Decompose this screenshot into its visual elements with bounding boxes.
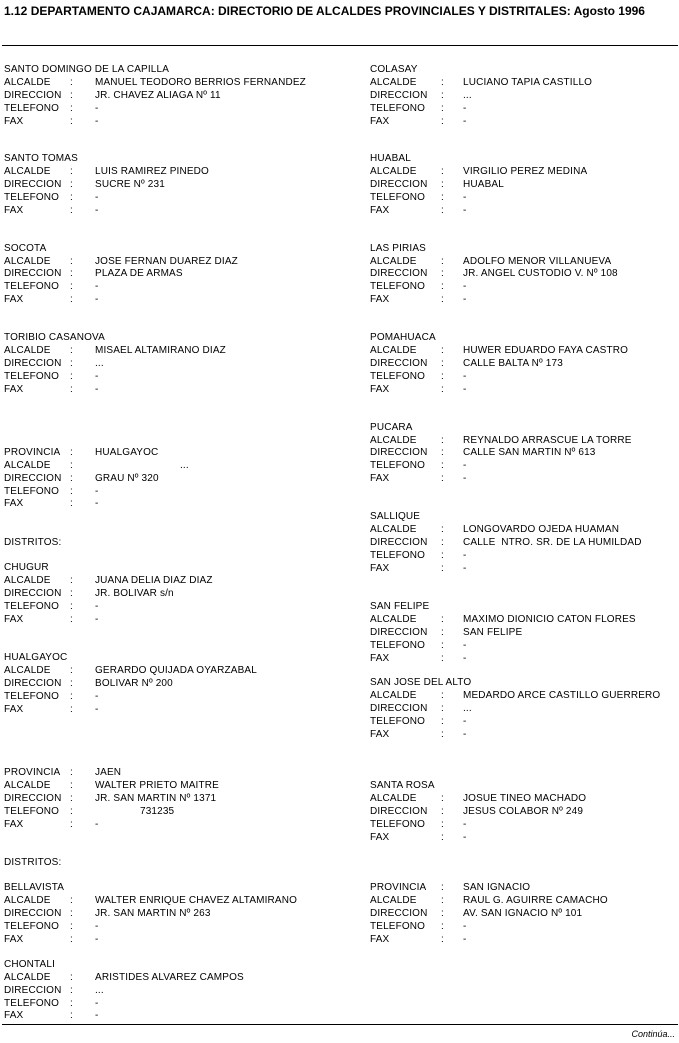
field-colon: : (441, 166, 444, 177)
field-label: DIRECCION (4, 985, 62, 996)
field-label: TELEFONO (370, 716, 426, 727)
field-value: - (463, 281, 467, 292)
field-colon: : (441, 563, 444, 574)
field-label: DIRECCION (370, 627, 428, 638)
field-label: DIRECCION (4, 90, 62, 101)
field-colon: : (441, 793, 444, 804)
field-value: JR. CHAVEZ ALIAGA Nº 11 (95, 90, 221, 101)
field-colon: : (70, 601, 73, 612)
field-value: JUANA DELIA DIAZ DIAZ (95, 575, 213, 586)
field-colon: : (441, 294, 444, 305)
field-value: HUALGAYOC (95, 447, 159, 458)
field-label: TELEFONO (4, 371, 60, 382)
field-label: TELEFONO (370, 103, 426, 114)
field-value: SAN IGNACIO (463, 882, 531, 893)
field-colon: : (441, 281, 444, 292)
field-colon: : (70, 294, 73, 305)
field-colon: : (70, 192, 73, 203)
section-heading: CHUGUR (4, 562, 49, 573)
field-label: TELEFONO (370, 371, 426, 382)
field-label: FAX (4, 934, 24, 945)
field-value: - (463, 192, 467, 203)
section-heading: SANTO TOMAS (4, 153, 78, 164)
field-label: TELEFONO (4, 806, 60, 817)
field-label: FAX (4, 294, 24, 305)
field-value: - (95, 294, 99, 305)
field-label: ALCALDE (370, 524, 417, 535)
field-value: JR. SAN MARTIN Nº 1371 (95, 793, 217, 804)
field-colon: : (70, 384, 73, 395)
field-colon: : (70, 665, 73, 676)
field-label: FAX (4, 704, 24, 715)
field-label: FAX (4, 614, 24, 625)
field-label: TELEFONO (4, 601, 60, 612)
field-label: ALCALDE (370, 256, 417, 267)
field-value: - (95, 704, 99, 715)
field-value: - (463, 716, 467, 727)
field-label: ALCALDE (4, 575, 51, 586)
continue-note: Continúa... (631, 1029, 675, 1039)
field-colon: : (441, 908, 444, 919)
field-colon: : (441, 537, 444, 548)
field-value: JR. BOLIVAR s/n (95, 588, 174, 599)
field-label: FAX (370, 116, 390, 127)
field-value: - (95, 601, 99, 612)
field-label: PROVINCIA (370, 882, 427, 893)
field-colon: : (441, 550, 444, 561)
field-value: ... (95, 358, 104, 369)
field-label: ALCALDE (370, 793, 417, 804)
section-heading: SALLIQUE (370, 511, 421, 522)
field-label: DIRECCION (370, 908, 428, 919)
field-colon: : (441, 882, 444, 893)
field-label: FAX (4, 116, 24, 127)
field-colon: : (70, 268, 73, 279)
section-heading: SOCOTA (4, 243, 47, 254)
field-label: ALCALDE (370, 895, 417, 906)
section-heading: POMAHUACA (370, 332, 436, 343)
field-value: JR. ANGEL CUSTODIO V. Nº 108 (463, 268, 618, 279)
field-colon: : (70, 90, 73, 101)
field-value: PLAZA DE ARMAS (95, 268, 183, 279)
field-colon: : (441, 921, 444, 932)
field-label: PROVINCIA (4, 447, 61, 458)
field-label: TELEFONO (4, 998, 60, 1009)
field-value: - (463, 921, 467, 932)
field-colon: : (441, 832, 444, 843)
field-value: - (463, 294, 467, 305)
field-colon: : (441, 524, 444, 535)
field-value: HUWER EDUARDO FAYA CASTRO (463, 345, 629, 356)
field-label: TELEFONO (370, 640, 426, 651)
field-colon: : (70, 806, 73, 817)
field-colon: : (441, 103, 444, 114)
field-colon: : (70, 473, 73, 484)
field-label: FAX (370, 653, 390, 664)
section-heading: PUCARA (370, 422, 413, 433)
field-colon: : (70, 358, 73, 369)
field-label: ALCALDE (4, 895, 51, 906)
field-value: - (463, 653, 467, 664)
field-colon: : (441, 640, 444, 651)
field-colon: : (441, 473, 444, 484)
field-value: CALLE BALTA Nº 173 (463, 358, 563, 369)
field-label: DIRECCION (4, 268, 62, 279)
field-value: - (463, 116, 467, 127)
field-label: TELEFONO (4, 486, 60, 497)
field-colon: : (441, 895, 444, 906)
field-value: CALLE NTRO. SR. DE LA HUMILDAD (463, 537, 642, 548)
field-label: FAX (4, 819, 24, 830)
section-heading: BELLAVISTA (4, 882, 65, 893)
field-colon: : (70, 281, 73, 292)
field-colon: : (70, 819, 73, 830)
section-heading: CHONTALI (4, 959, 56, 970)
field-label: ALCALDE (4, 77, 51, 88)
field-label: FAX (4, 384, 24, 395)
field-colon: : (70, 371, 73, 382)
section-heading: SAN FELIPE (370, 601, 430, 612)
field-value: SAN FELIPE (463, 627, 523, 638)
field-value: MAXIMO DIONICIO CATON FLORES (463, 614, 636, 625)
field-label: PROVINCIA (4, 767, 61, 778)
field-value: ADOLFO MENOR VILLANUEVA (463, 256, 612, 267)
field-label: DIRECCION (370, 358, 428, 369)
field-value: - (95, 498, 99, 509)
field-colon: : (441, 627, 444, 638)
field-label: ALCALDE (370, 435, 417, 446)
field-value: - (463, 819, 467, 830)
field-colon: : (441, 690, 444, 701)
field-colon: : (441, 384, 444, 395)
field-colon: : (70, 103, 73, 114)
field-value: - (463, 550, 467, 561)
field-value: - (95, 614, 99, 625)
field-label: ALCALDE (4, 665, 51, 676)
field-value: AV. SAN IGNACIO Nº 101 (463, 908, 583, 919)
field-label: ALCALDE (4, 345, 51, 356)
field-colon: : (441, 358, 444, 369)
field-value: - (463, 384, 467, 395)
field-colon: : (70, 921, 73, 932)
section-heading: DISTRITOS: (4, 537, 62, 548)
field-value: ... (463, 90, 472, 101)
field-value: ARISTIDES ALVAREZ CAMPOS (95, 972, 244, 983)
field-value: JOSE FERNAN DUAREZ DIAZ (95, 256, 238, 267)
field-label: ALCALDE (370, 345, 417, 356)
field-value: - (95, 819, 99, 830)
field-colon: : (70, 77, 73, 88)
field-colon: : (441, 703, 444, 714)
field-colon: : (441, 447, 444, 458)
field-label: DIRECCION (370, 179, 428, 190)
field-value: - (463, 473, 467, 484)
field-label: TELEFONO (370, 281, 426, 292)
field-colon: : (70, 166, 73, 177)
field-value: VIRGILIO PEREZ MEDINA (463, 166, 588, 177)
field-value: - (95, 486, 99, 497)
top-rule (2, 45, 678, 46)
field-value: LUCIANO TAPIA CASTILLO (463, 77, 593, 88)
field-colon: : (441, 90, 444, 101)
field-colon: : (70, 985, 73, 996)
field-value: GRAU Nº 320 (95, 473, 159, 484)
field-value: MEDARDO ARCE CASTILLO GUERRERO (463, 690, 661, 701)
field-value: SUCRE Nº 231 (95, 179, 165, 190)
field-label: DIRECCION (370, 447, 428, 458)
field-colon: : (441, 116, 444, 127)
section-heading: COLASAY (370, 64, 418, 75)
field-value: - (463, 640, 467, 651)
page-title: 1.12 DEPARTAMENTO CAJAMARCA: DIRECTORIO DE ALCALDES PROVINCIALES Y DISTRITALES: Agosto 1996 (4, 4, 645, 18)
field-value: - (95, 371, 99, 382)
field-value: - (95, 384, 99, 395)
field-colon: : (441, 934, 444, 945)
field-value: RAUL G. AGUIRRE CAMACHO (463, 895, 608, 906)
field-value: WALTER PRIETO MAITRE (95, 780, 219, 791)
field-label: ALCALDE (4, 780, 51, 791)
field-value: MISAEL ALTAMIRANO DIAZ (95, 345, 226, 356)
field-value: - (95, 998, 99, 1009)
field-label: FAX (370, 934, 390, 945)
field-value: LUIS RAMIREZ PINEDO (95, 166, 209, 177)
field-label: DIRECCION (4, 358, 62, 369)
section-heading: TORIBIO CASANOVA (4, 332, 105, 343)
field-value: JESUS COLABOR Nº 249 (463, 806, 584, 817)
field-label: DIRECCION (370, 90, 428, 101)
field-colon: : (70, 678, 73, 689)
field-label: DIRECCION (4, 588, 62, 599)
section-heading: SAN JOSE DEL ALTO (370, 677, 472, 688)
field-label: TELEFONO (370, 819, 426, 830)
field-value: BOLIVAR Nº 200 (95, 678, 173, 689)
field-label: DIRECCION (4, 793, 62, 804)
field-value: - (463, 934, 467, 945)
field-label: FAX (370, 294, 390, 305)
field-value: CALLE SAN MARTIN Nº 613 (463, 447, 596, 458)
field-label: DIRECCION (4, 678, 62, 689)
field-value: WALTER ENRIQUE CHAVEZ ALTAMIRANO (95, 895, 298, 906)
field-label: FAX (4, 205, 24, 216)
field-colon: : (441, 819, 444, 830)
field-colon: : (70, 767, 73, 778)
field-value: - (463, 103, 467, 114)
field-colon: : (70, 691, 73, 702)
field-colon: : (70, 116, 73, 127)
field-label: TELEFONO (4, 691, 60, 702)
field-colon: : (70, 972, 73, 983)
field-label: DIRECCION (370, 268, 428, 279)
field-value: - (95, 691, 99, 702)
field-colon: : (70, 895, 73, 906)
section-heading: HUABAL (370, 153, 411, 164)
section-heading: DISTRITOS: (4, 857, 62, 868)
field-colon: : (70, 614, 73, 625)
field-colon: : (70, 998, 73, 1009)
field-colon: : (441, 77, 444, 88)
field-colon: : (70, 345, 73, 356)
field-value: JOSUE TINEO MACHADO (463, 793, 587, 804)
section-heading: SANTO DOMINGO DE LA CAPILLA (4, 64, 170, 75)
field-value: GERARDO QUIJADA OYARZABAL (95, 665, 257, 676)
field-label: FAX (370, 563, 390, 574)
field-colon: : (441, 205, 444, 216)
field-colon: : (70, 256, 73, 267)
field-colon: : (441, 345, 444, 356)
field-value: - (463, 832, 467, 843)
field-value: - (95, 934, 99, 945)
field-value: - (95, 192, 99, 203)
field-label: ALCALDE (4, 166, 51, 177)
field-colon: : (70, 460, 73, 471)
field-colon: : (441, 653, 444, 664)
field-colon: : (441, 256, 444, 267)
field-label: FAX (4, 1010, 24, 1021)
field-colon: : (441, 179, 444, 190)
field-colon: : (441, 614, 444, 625)
field-colon: : (70, 205, 73, 216)
field-value: ... (463, 703, 472, 714)
field-label: TELEFONO (4, 103, 60, 114)
field-value: - (463, 205, 467, 216)
field-label: FAX (370, 473, 390, 484)
field-value: REYNALDO ARRASCUE LA TORRE (463, 435, 632, 446)
section-heading: LAS PIRIAS (370, 243, 426, 254)
field-label: TELEFONO (4, 281, 60, 292)
field-value: - (95, 1010, 99, 1021)
field-label: ALCALDE (370, 614, 417, 625)
field-label: ALCALDE (4, 972, 51, 983)
field-value: - (95, 116, 99, 127)
field-label: TELEFONO (370, 921, 426, 932)
field-colon: : (70, 793, 73, 804)
field-label: TELEFONO (370, 192, 426, 203)
field-colon: : (441, 729, 444, 740)
field-colon: : (70, 575, 73, 586)
section-heading: HUALGAYOC (4, 652, 68, 663)
field-label: ALCALDE (370, 166, 417, 177)
bottom-rule (2, 1024, 678, 1025)
field-value: 731235 (140, 806, 175, 817)
field-colon: : (70, 704, 73, 715)
field-value: MANUEL TEODORO BERRIOS FERNANDEZ (95, 77, 306, 88)
field-colon: : (70, 179, 73, 190)
field-colon: : (441, 460, 444, 471)
field-label: FAX (370, 384, 390, 395)
field-label: DIRECCION (4, 473, 62, 484)
field-colon: : (441, 806, 444, 817)
field-value: JR. SAN MARTIN Nº 263 (95, 908, 211, 919)
field-label: ALCALDE (370, 77, 417, 88)
field-colon: : (70, 498, 73, 509)
field-colon: : (70, 934, 73, 945)
field-colon: : (70, 1010, 73, 1021)
field-label: FAX (370, 832, 390, 843)
field-label: DIRECCION (370, 806, 428, 817)
section-heading: SANTA ROSA (370, 780, 435, 791)
field-label: ALCALDE (370, 690, 417, 701)
field-value: JAEN (95, 767, 122, 778)
field-label: DIRECCION (370, 703, 428, 714)
field-label: ALCALDE (4, 460, 51, 471)
field-colon: : (70, 447, 73, 458)
field-label: FAX (370, 205, 390, 216)
field-label: ALCALDE (4, 256, 51, 267)
field-value: - (463, 729, 467, 740)
field-value: - (463, 371, 467, 382)
field-label: DIRECCION (4, 908, 62, 919)
field-colon: : (441, 268, 444, 279)
field-label: FAX (370, 729, 390, 740)
field-label: TELEFONO (4, 192, 60, 203)
field-value: LONGOVARDO OJEDA HUAMAN (463, 524, 620, 535)
field-colon: : (441, 371, 444, 382)
field-colon: : (70, 588, 73, 599)
field-label: TELEFONO (370, 460, 426, 471)
field-value: - (95, 281, 99, 292)
field-colon: : (70, 780, 73, 791)
field-colon: : (70, 908, 73, 919)
field-label: FAX (4, 498, 24, 509)
field-colon: : (70, 486, 73, 497)
field-colon: : (441, 435, 444, 446)
field-colon: : (441, 192, 444, 203)
field-label: TELEFONO (370, 550, 426, 561)
field-colon: : (441, 716, 444, 727)
field-value: HUABAL (463, 179, 504, 190)
field-value: - (95, 921, 99, 932)
field-label: DIRECCION (4, 179, 62, 190)
field-label: DIRECCION (370, 537, 428, 548)
field-value: - (463, 460, 467, 471)
field-value: - (95, 205, 99, 216)
field-value: - (463, 563, 467, 574)
field-value: - (95, 103, 99, 114)
field-value: ... (95, 985, 104, 996)
field-value: ... (180, 460, 189, 471)
field-label: TELEFONO (4, 921, 60, 932)
